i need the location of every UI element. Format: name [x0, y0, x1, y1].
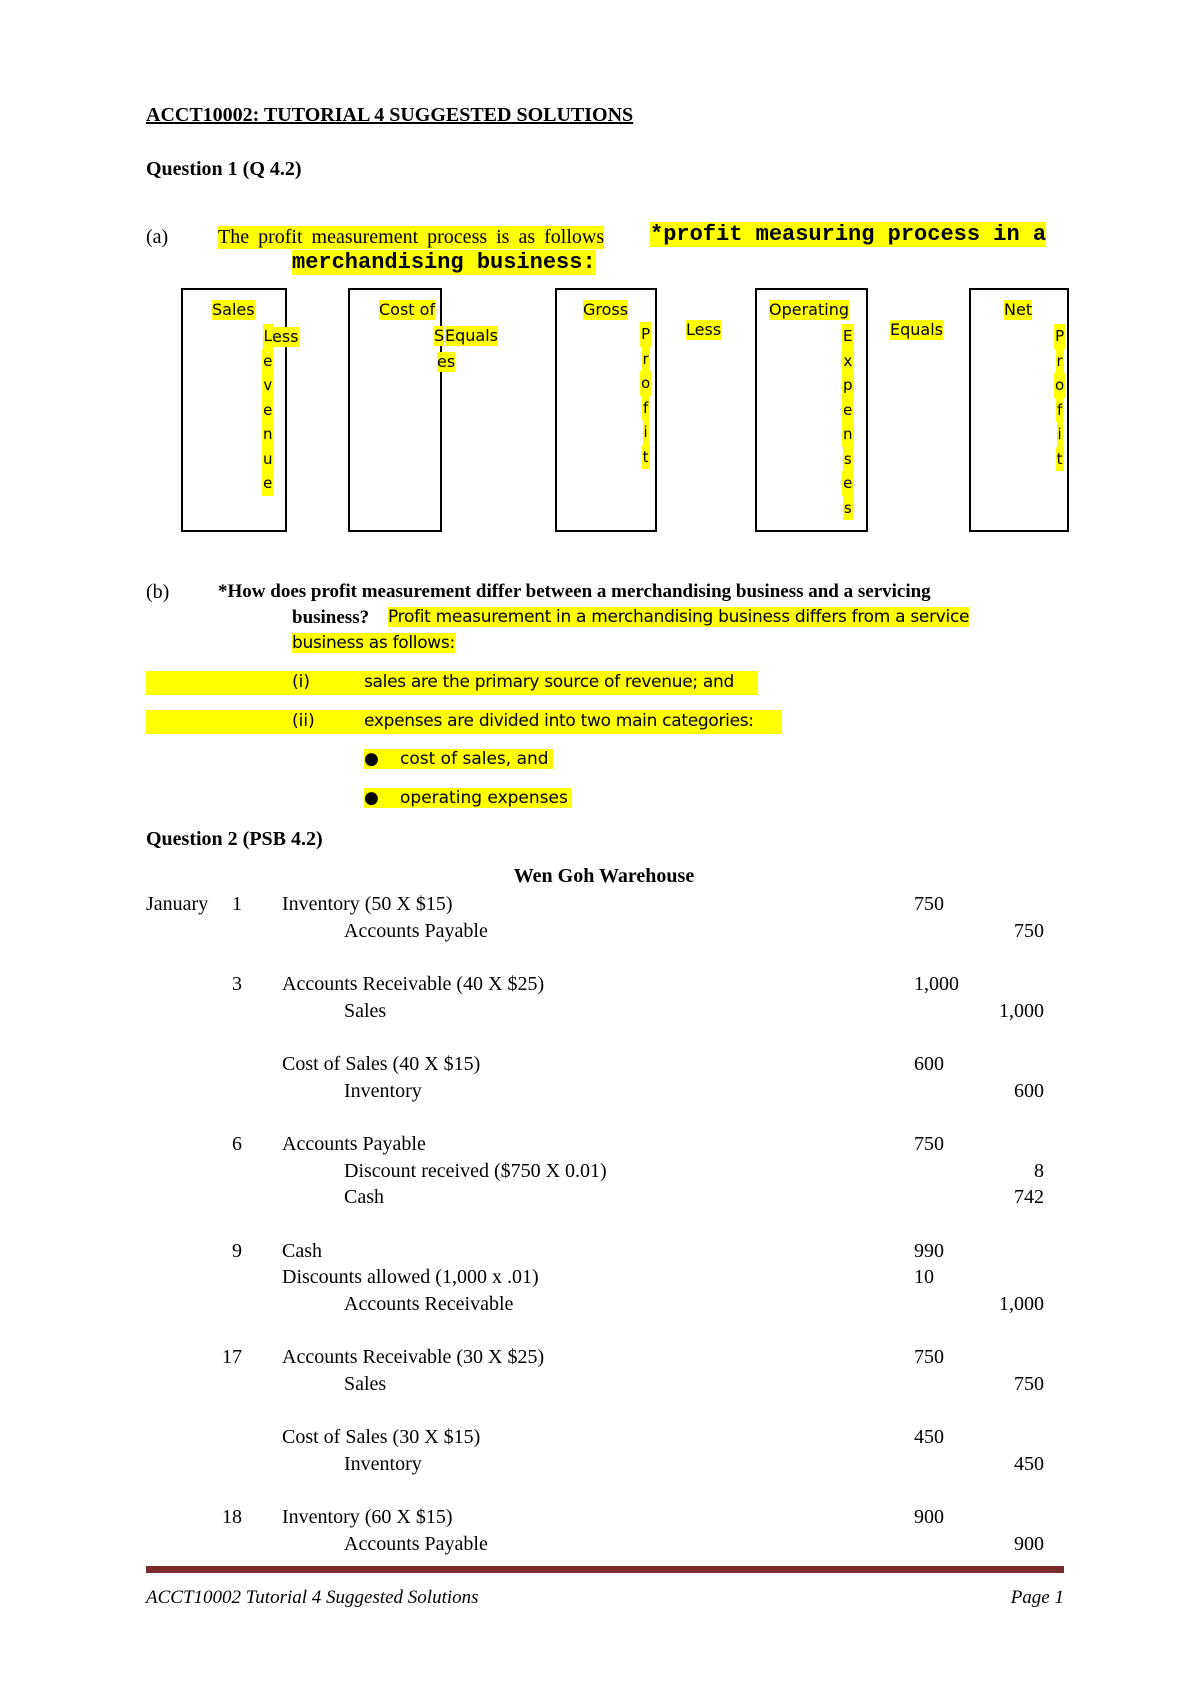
box5-vertical-profit: P r o f i t: [1054, 324, 1065, 471]
journal-credit: 1,000: [999, 999, 1044, 1022]
journal-debit: 990: [914, 1239, 944, 1262]
box1-title: Sales: [212, 300, 255, 319]
box2-s: S: [434, 326, 445, 345]
journal-account: Cost of Sales (40 X $15): [282, 1053, 481, 1075]
journal-day: 3: [232, 973, 242, 995]
journal-account: Cash: [282, 1239, 322, 1262]
journal-account: Inventory: [344, 1452, 422, 1475]
journal-debit: 600: [914, 1053, 944, 1075]
journal-month: January: [146, 893, 209, 915]
journal-credit: 900: [1014, 1532, 1044, 1555]
journal-account: Sales: [344, 999, 387, 1022]
journal-account: Discount received ($750 X 0.01): [344, 1159, 607, 1182]
part-b-question-line2: business?: [292, 607, 370, 628]
journal-account: Inventory (60 X $15): [282, 1506, 453, 1528]
item-ii-text: expenses are divided into two main categories:: [364, 711, 754, 731]
journal-account: Discounts allowed (1,000 x .01): [282, 1266, 539, 1288]
journal-account: Accounts Receivable (40 X $25): [282, 973, 545, 995]
journal-day: 18: [222, 1506, 242, 1528]
journal-account: Cost of Sales (30 X $15): [282, 1426, 481, 1448]
footer-rule: [146, 1566, 1064, 1573]
journal-credit: 750: [1014, 919, 1044, 942]
journal-day: 9: [232, 1239, 242, 1262]
box3-vertical-profit: P r o f i t: [640, 322, 651, 469]
journal-credit: 8: [1034, 1159, 1044, 1182]
box4-title: Operating: [769, 300, 849, 319]
box2-equals: Equals: [445, 326, 498, 345]
part-a-mono-line2: merchandising business:: [292, 250, 596, 275]
part-b-answer-line2: Profit measurement in a merchandising business differs from a service: [388, 607, 970, 627]
page-title: ACCT10002: TUTORIAL 4 SUGGESTED SOLUTIONS: [146, 104, 634, 126]
journal-credit: 750: [1014, 1372, 1044, 1395]
journal-debit: 450: [914, 1426, 944, 1448]
journal-debit: 1,000: [914, 973, 959, 995]
journal-account: Accounts Payable: [282, 1133, 426, 1155]
box1-less-remainder: ess: [272, 327, 299, 346]
bullet-dot-icon: ●: [364, 788, 379, 808]
journal-debit: 750: [914, 1133, 944, 1155]
part-b-label: (b): [146, 581, 170, 603]
box5-title: Net: [1004, 300, 1033, 319]
journal-account: Accounts Receivable (30 X $25): [282, 1346, 545, 1368]
bullet-2: ● operating expenses: [364, 788, 572, 808]
journal-account: Cash: [344, 1186, 384, 1208]
item-i-num: (i): [292, 672, 310, 692]
box2-es: es: [437, 352, 456, 371]
footer-left: ACCT10002 Tutorial 4 Suggested Solutions: [146, 1587, 479, 1608]
journal-account: Inventory (50 X $15): [282, 893, 453, 915]
journal-debit: 900: [914, 1506, 944, 1528]
journal-account: Accounts Payable: [344, 1532, 488, 1555]
journal-account: Accounts Payable: [344, 919, 488, 942]
journal-credit: 450: [1014, 1452, 1044, 1475]
box2-title: Cost of: [379, 300, 436, 319]
journal-credit: 742: [1014, 1186, 1044, 1208]
part-a-mono-line1: *profit measuring process in a: [650, 222, 1047, 247]
bullet-dot-icon: ●: [364, 749, 379, 769]
journal-account: Accounts Receivable: [344, 1292, 514, 1315]
journal-account: Inventory: [344, 1079, 422, 1102]
connector-equals: Equals: [890, 320, 943, 339]
question-1-heading: Question 1 (Q 4.2): [146, 158, 302, 180]
item-i-text: sales are the primary source of revenue; and: [364, 672, 735, 692]
bullet-1: ● cost of sales, and: [364, 749, 553, 769]
journal-debit: 10: [914, 1266, 934, 1288]
journal-account: Sales: [344, 1372, 387, 1395]
journal-debit: 750: [914, 893, 944, 915]
footer-page-number: Page 1: [1010, 1587, 1064, 1608]
part-a-text: The profit measurement process is as follows: [218, 226, 605, 248]
box3-title: Gross: [583, 300, 629, 319]
box1-vertical-revenue: L e v e n u e: [262, 324, 274, 496]
journal-credit: 600: [1014, 1079, 1044, 1102]
part-b-question-line1: *How does profit measurement differ between a merchandising business and a servicing: [218, 581, 931, 602]
part-a-label: (a): [146, 226, 169, 248]
connector-less: Less: [686, 320, 722, 339]
item-ii-num: (ii): [292, 711, 315, 731]
journal-credit: 1,000: [999, 1292, 1044, 1315]
journal-day: 17: [222, 1346, 242, 1368]
diagram-box-cost-of-sales: [348, 288, 445, 532]
journal-debit: 750: [914, 1346, 944, 1368]
journal-day: 6: [232, 1133, 242, 1155]
company-name: Wen Goh Warehouse: [513, 865, 695, 887]
question-2-heading: Question 2 (PSB 4.2): [146, 828, 323, 850]
part-b-answer-line3: business as follows:: [292, 633, 455, 653]
journal-day: 1: [232, 893, 242, 915]
box4-vertical-expenses: E x p e n s e s: [842, 324, 854, 520]
